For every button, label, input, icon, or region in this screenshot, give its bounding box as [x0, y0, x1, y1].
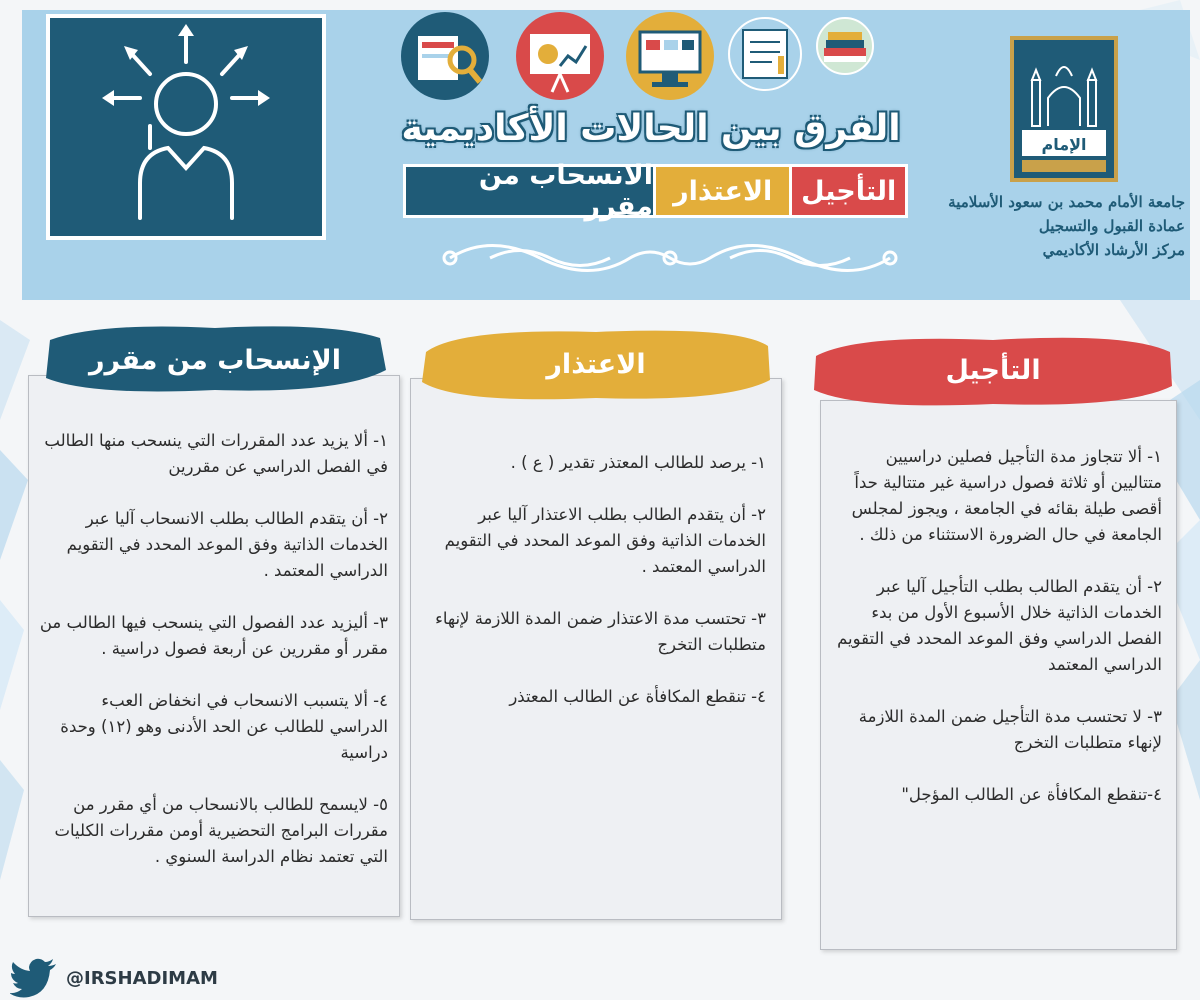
- excuse-item-3: ٣- تحتسب مدة الاعتذار ضمن المدة اللازمة لإنهاء متطلبات التخرج: [435, 609, 766, 654]
- withdrawal-list: [38, 428, 388, 896]
- tab-excuse: الاعتذار: [656, 167, 792, 215]
- excuse-item-2: ٢- أن يتقدم الطالب بطلب الاعتذار آليا عبر الخدمات الذاتية وفق الموعد المحدد في التقويم الدراسي المعتمد .: [444, 505, 766, 576]
- center-name: مركز الأرشاد الأكاديمي: [1042, 241, 1185, 259]
- postponement-item-4: ٤-تنقطع المكافأة عن الطالب المؤجل": [901, 785, 1162, 804]
- withdrawal-item-2: ٢- أن يتقدم الطالب بطلب الانسحاب آليا عبر الخدمات الذاتية وفق الموعد المحدد في التقويم الدراسي المعتمد .: [66, 509, 388, 580]
- postponement-item-2: ٢- أن يتقدم الطالب بطلب التأجيل آليا عبر الخدمات الذاتية خلال الأسبوع الأول من بدء الفصل الدراسي وفق الموعد المحدد في التقويم الدراسي المعتمد: [837, 577, 1162, 674]
- person-ideas-panel: [46, 14, 326, 240]
- withdrawal-item-1: ١- ألا يزيد عدد المقررات التي ينسحب منها الطالب في الفصل الدراسي عن مقررين: [44, 431, 388, 476]
- withdrawal-item-3: ٣- أليزيد عدد الفصول التي ينسحب فيها الطالب من مقرر أو مقررين عن أربعة فصول دراسية .: [39, 613, 388, 658]
- tab-withdrawal: الانسحاب من مقرر: [406, 167, 656, 215]
- excuse-item-1: ١- يرصد للطالب المعتذر تقدير ( ع ) .: [510, 453, 766, 472]
- postponement-list: [832, 444, 1162, 834]
- withdrawal-item-5: ٥- لايسمح للطالب بالانسحاب من أي مقرر من مقررات البرامج التحضيرية أومن مقررات الكليات التي تعتمد نظام الدراسة السنوي .: [54, 795, 388, 866]
- postponement-item-1: ١- ألا تتجاوز مدة التأجيل فصلين دراسيين متتاليين أو ثلاثة فصول دراسية غير متتالية حداً أقصى طيلة بقائه في الجامعة ، ويجوز لمجلس الجامعة في حال الضرورة الاستثناء من ذلك .: [851, 447, 1162, 544]
- twitter-bird-icon: [10, 958, 58, 998]
- notebook-icon: [729, 18, 801, 90]
- postponement-item-3: ٣- لا تحتسب مدة التأجيل ضمن المدة اللازمة لإنهاء متطلبات التخرج: [858, 707, 1162, 752]
- twitter-footer: [10, 958, 218, 998]
- excuse-list: [420, 450, 766, 736]
- logo-text: الإمام: [1041, 135, 1087, 154]
- postponement-title: التأجيل: [945, 354, 1041, 386]
- document-search-icon: [401, 12, 489, 100]
- tab-postponement: التأجيل: [792, 167, 905, 215]
- mosque-emblem-icon: [1014, 40, 1114, 178]
- university-logo: [1010, 36, 1118, 182]
- person-arrows-icon: [50, 18, 322, 236]
- excuse-item-4: ٤- تنقطع المكافأة عن الطالب المعتذر: [509, 687, 766, 706]
- page-title: الفرق بين الحالات الأكاديمية: [401, 108, 901, 149]
- excuse-title: الاعتذار: [546, 348, 646, 380]
- deanship-name: عمادة القبول والتسجيل: [1038, 217, 1185, 235]
- computer-screen-icon: [626, 12, 714, 100]
- ornament-divider: [430, 228, 910, 288]
- topic-icons-row: [400, 6, 900, 106]
- presentation-chart-icon: [516, 12, 604, 100]
- cases-tabs: [403, 160, 908, 222]
- twitter-handle[interactable]: @IRSHADIMAM: [66, 967, 218, 989]
- institution-name: جامعة الأمام محمد بن سعود الأسلامية: [948, 193, 1185, 211]
- books-icon: [817, 18, 873, 74]
- withdrawal-title: الإنسحاب من مقرر: [89, 344, 342, 376]
- withdrawal-item-4: ٤- ألا يتسبب الانسحاب في انخفاض العبء الدراسي للطالب عن الحد الأدنى وهو (١٢) وحدة دراسية: [60, 691, 388, 762]
- institution-info: [930, 190, 1185, 262]
